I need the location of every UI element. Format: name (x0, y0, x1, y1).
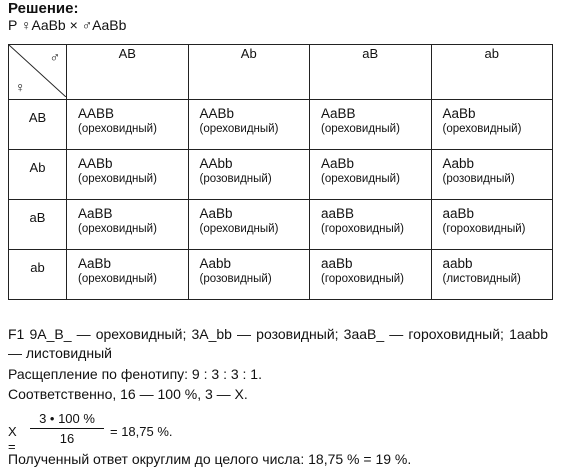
table-row (9, 250, 553, 300)
row-header: Ab (9, 150, 67, 200)
genotype-cell (67, 150, 189, 200)
phenotype: (гороховидный) (321, 223, 404, 235)
genotype: Aabb (442, 156, 475, 171)
genotype: AaBB (78, 206, 113, 221)
header-row (9, 45, 553, 100)
genotype: aaBB (321, 206, 355, 221)
phenotype: (розовидный) (199, 173, 272, 185)
genotype-cell (188, 100, 310, 150)
table-row (9, 100, 553, 150)
row-header: ab (9, 250, 67, 300)
row-header: AB (9, 100, 67, 150)
phenotype: (ореховидный) (442, 123, 522, 135)
column-header: Ab (188, 45, 310, 100)
phenotype: (ореховидный) (199, 223, 279, 235)
genotype: Aabb (199, 256, 232, 271)
f1-phenotypes: F1 9A_B_ — ореховидный; 3A_bb — розовидный; 3aaB_ — гороховидный; 1aabb — листовидный (8, 326, 548, 361)
genotype: AaBb (78, 256, 112, 271)
genotype: AaBB (321, 106, 356, 121)
phenotype-split: Расщепление по фенотипу: 9 : 3 : 3 : 1. (8, 366, 262, 382)
genotype: AaBb (442, 106, 476, 121)
punnett-square (8, 44, 553, 300)
column-header: ab (431, 45, 553, 100)
genotype: aaBb (442, 206, 475, 221)
genotype: AaBb (199, 206, 233, 221)
genotype-cell (310, 200, 432, 250)
genotype: AABb (199, 106, 235, 121)
phenotype: (ореховидный) (321, 123, 400, 135)
genotype-cell (67, 100, 189, 150)
genotype-cell (310, 250, 432, 300)
final-answer: Полученный ответ округлим до целого числа: 18,75 % = 19 %. (8, 451, 412, 467)
genotype-cell (431, 200, 553, 250)
female-symbol: ♀ (15, 79, 26, 95)
genotype-cell (188, 200, 310, 250)
fraction-numerator: 3 • 100 % (30, 411, 104, 429)
column-header: aB (310, 45, 432, 100)
phenotype: (розовидный) (442, 173, 515, 185)
phenotype: (гороховидный) (321, 273, 404, 285)
genotype-cell (67, 200, 189, 250)
genotype: aabb (442, 256, 473, 271)
solution-title: Решение: (8, 0, 79, 17)
phenotype: (ореховидный) (199, 123, 279, 135)
male-symbol: ♂ (49, 49, 60, 65)
genotype: aaBb (321, 256, 353, 271)
genotype-cell (310, 150, 432, 200)
table-row (9, 200, 553, 250)
phenotype: (ореховидный) (78, 173, 157, 185)
genotype: AaBb (321, 156, 355, 171)
calc-result: = 18,75 %. (110, 424, 173, 439)
genotype: AABb (78, 156, 113, 171)
genotype: AAbb (199, 156, 233, 171)
genotype-cell (188, 250, 310, 300)
row-header: aB (9, 200, 67, 250)
genotype-cell (431, 150, 553, 200)
fraction-denominator: 16 (59, 431, 75, 446)
phenotype: (ореховидный) (321, 173, 400, 185)
genotype: AABB (78, 106, 115, 121)
genotype-cell (431, 250, 553, 300)
genotype-cell (310, 100, 432, 150)
phenotype: (ореховидный) (78, 273, 157, 285)
phenotype: (ореховидный) (78, 123, 157, 135)
correspondence-line: Соответственно, 16 — 100 %, 3 — X. (8, 386, 248, 402)
genotype-cell (431, 100, 553, 150)
phenotype: (листовидный) (442, 273, 521, 285)
table-row (9, 150, 553, 200)
phenotype: (гороховидный) (442, 223, 526, 235)
column-header: AB (67, 45, 189, 100)
phenotype: (ореховидный) (78, 223, 157, 235)
parents-cross: P ♀AaBb × ♂AaBb (8, 17, 127, 33)
genotype-cell (188, 150, 310, 200)
phenotype: (розовидный) (199, 273, 272, 285)
corner-cell (9, 45, 67, 100)
calc-x-label: X = (8, 424, 17, 454)
genotype-cell (67, 250, 189, 300)
fraction (30, 411, 104, 446)
